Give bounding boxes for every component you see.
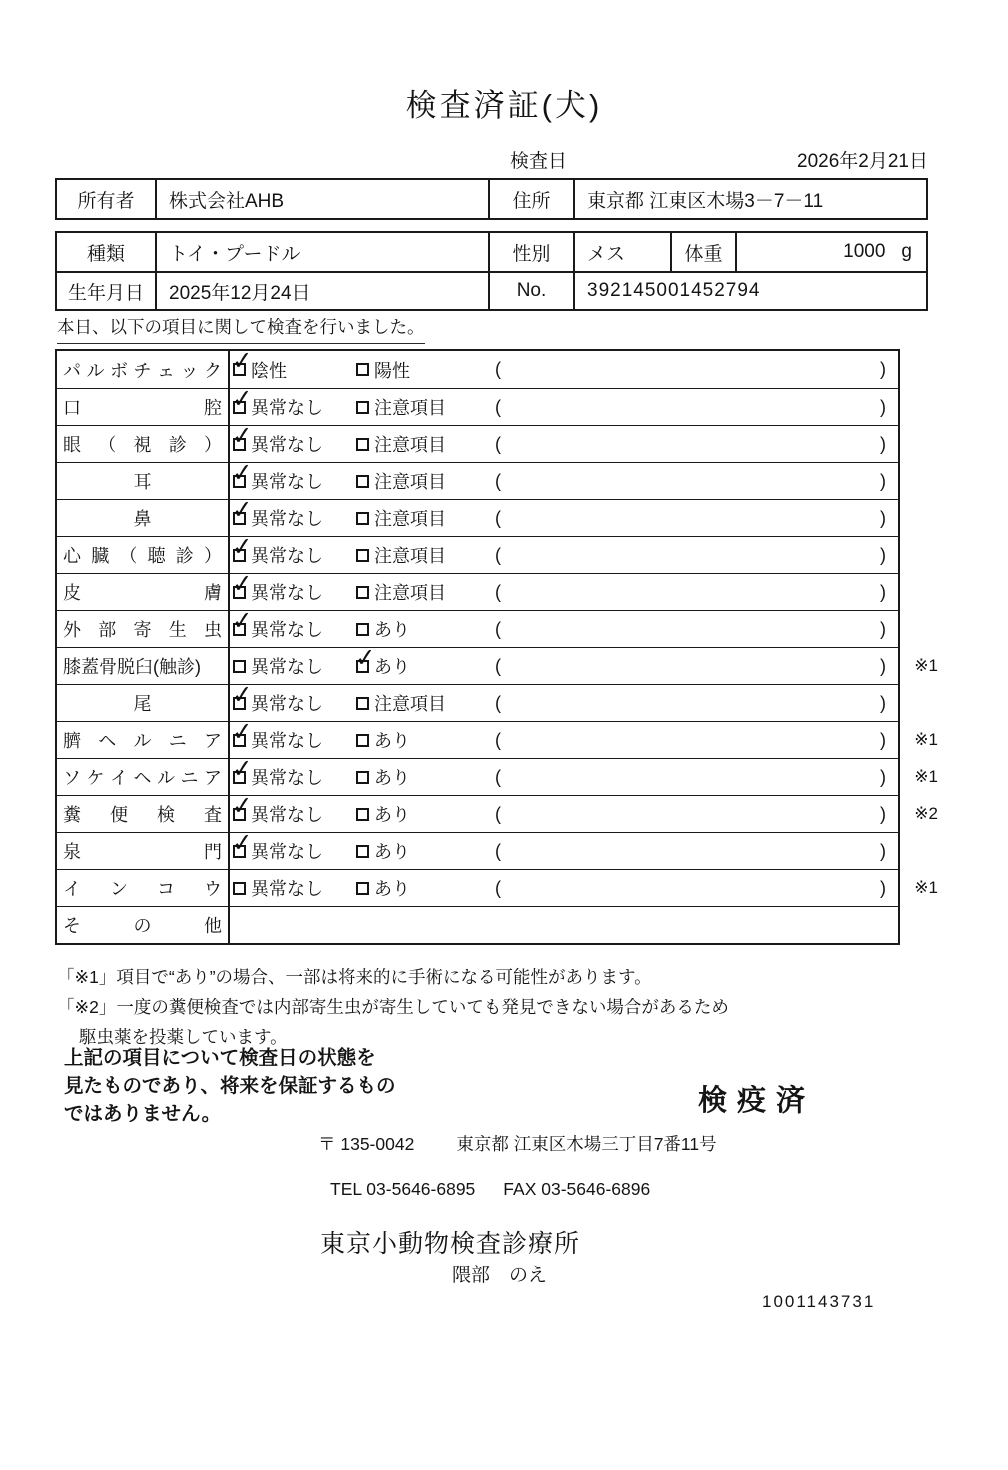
o1-label: 異常なし <box>251 731 323 751</box>
inspection-date-value: 2026年2月21日 <box>797 151 928 172</box>
breed-value: トイ・プードル <box>155 233 488 271</box>
disclaimer-line-3: ではありません。 <box>64 1103 222 1125</box>
clinic-address: 東京都 江東区木場三丁目7番11号 <box>456 1134 717 1154</box>
inspection-item-label: 尾 <box>57 685 230 721</box>
o2-label: 注意項目 <box>374 509 446 529</box>
inspection-o2 <box>356 542 495 568</box>
paren-open: ( <box>495 692 501 713</box>
o1-checkbox[interactable] <box>231 346 254 376</box>
fax-number: FAX 03-5646-6896 <box>503 1179 651 1199</box>
o1-label: 異常なし <box>251 583 323 603</box>
o2-checkbox[interactable] <box>356 808 369 821</box>
inspection-o2 <box>356 357 495 383</box>
o1-checkbox[interactable] <box>231 790 254 821</box>
inspection-o1 <box>231 457 356 494</box>
o2-checkbox[interactable] <box>356 882 369 895</box>
o2-label: 注意項目 <box>374 398 446 418</box>
inspection-date-row <box>55 146 928 173</box>
inspection-item-label: そ の 他 <box>57 907 230 943</box>
paren-close: ) <box>880 544 886 565</box>
paren-close: ) <box>880 433 886 454</box>
intro-text: 本日、以下の項目に関して検査を行いました。 <box>57 314 425 344</box>
o1-checkbox[interactable] <box>231 753 254 784</box>
inspection-o2 <box>356 764 495 790</box>
o2-label: 注意項目 <box>374 472 446 492</box>
paren-close: ) <box>880 877 886 898</box>
inspection-o2 <box>356 690 495 716</box>
inspection-row-content <box>230 383 898 425</box>
inspection-item-label: 外 部 寄 生 虫 <box>57 611 230 647</box>
inspection-row-content <box>230 790 898 832</box>
inspection-row-content <box>230 568 898 610</box>
o2-label: あり <box>374 842 410 862</box>
notes-section <box>57 962 729 1052</box>
inspection-row-content <box>230 346 898 388</box>
o2-checkbox[interactable] <box>356 623 369 636</box>
inspection-item-label: 泉 門 <box>57 833 230 869</box>
o1-label: 異常なし <box>251 509 323 529</box>
inspection-o1 <box>231 827 356 864</box>
checkmark-icon: ✓ <box>231 457 254 488</box>
checkmark-icon: ✓ <box>231 420 254 451</box>
paren-close: ) <box>880 803 886 824</box>
o1-checkbox[interactable] <box>231 457 254 488</box>
o1-checkbox[interactable] <box>231 679 254 710</box>
inspection-o1 <box>231 716 356 753</box>
checkmark-icon: ✓ <box>231 494 254 525</box>
o1-label: 陰性 <box>251 360 287 381</box>
note-mark: ※1 <box>914 656 938 675</box>
paren-open: ( <box>495 877 501 898</box>
o2-label: 陽性 <box>374 360 410 381</box>
weight-unit: g <box>901 241 912 262</box>
no-value: 392145001452794 <box>573 271 926 309</box>
paren-close: ) <box>880 359 886 379</box>
o2-label: あり <box>374 768 410 788</box>
inspection-o2 <box>356 394 495 420</box>
o1-label: 異常なし <box>251 842 323 862</box>
o2-checkbox[interactable] <box>356 734 369 747</box>
inspection-row <box>57 605 898 647</box>
o2-checkbox[interactable] <box>356 697 369 710</box>
birth-date-value: 2025年12月24日 <box>155 271 488 309</box>
inspection-item-label: 臍 ヘ ル ニ ア <box>57 722 230 758</box>
note-2-continued: 駆虫薬を投薬しています。 <box>79 1027 288 1047</box>
o2-checkbox[interactable] <box>356 586 369 599</box>
inspection-row-content <box>230 531 898 573</box>
o2-label: 注意項目 <box>374 583 446 603</box>
paren-close: ) <box>880 618 886 639</box>
o2-checkbox[interactable] <box>356 845 369 858</box>
inspection-row-content <box>230 907 898 943</box>
inspection-item-label: 皮 膚 <box>57 574 230 610</box>
inspection-item-label: 心 臓 （ 聴 診 ） <box>57 537 230 573</box>
clinic-address-row <box>318 1131 717 1156</box>
contact-row <box>330 1179 650 1200</box>
o1-label: 異常なし <box>251 620 323 640</box>
inspection-item-label: 耳 <box>57 463 230 499</box>
inspection-item-label: 膝蓋骨脱臼(触診) <box>57 648 230 684</box>
inspection-row <box>57 383 898 425</box>
paren-open: ( <box>495 840 501 861</box>
inspection-item-label: 鼻 <box>57 500 230 536</box>
o2-label: あり <box>374 657 410 677</box>
inspection-item-label: パ ル ボ チ ェ ッ ク <box>57 351 230 388</box>
o2-checkbox[interactable] <box>356 401 369 414</box>
o1-checkbox[interactable] <box>231 716 254 747</box>
o1-checkbox[interactable] <box>231 531 254 562</box>
disclaimer-line-2: 見たものであり、将来を保証するもの <box>64 1075 396 1097</box>
o1-label: 異常なし <box>251 546 323 566</box>
inspection-row-content <box>230 457 898 499</box>
o1-checkbox[interactable] <box>231 383 254 414</box>
sex-value: メス <box>573 233 670 271</box>
inspection-o1 <box>233 653 356 679</box>
inspection-o2 <box>356 431 495 457</box>
paren-open: ( <box>495 618 501 639</box>
inspection-o1 <box>231 531 356 568</box>
inspection-o1 <box>231 679 356 716</box>
note-mark: ※1 <box>914 767 938 786</box>
inspection-item-label: 糞 便 検 査 <box>57 796 230 832</box>
inspection-o2 <box>354 642 495 679</box>
o2-label: 注意項目 <box>374 546 446 566</box>
inspection-o2 <box>356 727 495 753</box>
o2-label: 注意項目 <box>374 694 446 714</box>
inspection-table <box>55 346 938 945</box>
o1-checkbox[interactable] <box>231 568 254 599</box>
o1-checkbox[interactable] <box>233 660 246 673</box>
inspection-o1 <box>231 753 356 790</box>
paren-open: ( <box>495 544 501 565</box>
o1-label: 異常なし <box>251 768 323 788</box>
sex-label: 性別 <box>488 233 573 271</box>
inspection-row <box>57 494 898 536</box>
inspection-date-label: 検査日 <box>510 151 568 172</box>
postal-code: 〒 135-0042 <box>318 1134 415 1154</box>
checkmark-icon: ✓ <box>354 642 377 673</box>
paren-open: ( <box>495 507 501 528</box>
inspection-row-content <box>230 605 898 647</box>
document-number: 1001143731 <box>762 1292 876 1311</box>
inspection-o1 <box>231 568 356 605</box>
checkmark-icon: ✓ <box>231 346 254 376</box>
owner-value: 株式会社AHB <box>155 180 488 218</box>
o1-label: 異常なし <box>251 805 323 825</box>
paren-open: ( <box>495 655 501 676</box>
paren-open: ( <box>495 470 501 491</box>
o2-checkbox[interactable] <box>356 512 369 525</box>
inspection-o2 <box>356 838 495 864</box>
o1-checkbox[interactable] <box>231 827 254 858</box>
note-mark: ※1 <box>914 878 938 897</box>
o1-label: 異常なし <box>251 398 323 418</box>
checkmark-icon: ✓ <box>231 568 254 599</box>
inspection-row <box>57 346 898 388</box>
o2-label: あり <box>374 879 410 899</box>
tel-number: TEL 03-5646-6895 <box>330 1179 476 1199</box>
inspection-row-content <box>230 716 898 758</box>
checkmark-icon: ✓ <box>231 790 254 821</box>
note-mark: ※1 <box>914 730 938 749</box>
paren-close: ) <box>880 581 886 602</box>
checkmark-icon: ✓ <box>231 753 254 784</box>
weight-cell <box>735 233 926 271</box>
inspection-o2 <box>356 616 495 642</box>
paren-open: ( <box>495 433 501 454</box>
o1-label: 異常なし <box>251 694 323 714</box>
o2-checkbox[interactable] <box>356 475 369 488</box>
o1-checkbox[interactable] <box>231 420 254 451</box>
checkmark-icon: ✓ <box>231 679 254 710</box>
o2-checkbox[interactable] <box>354 642 377 673</box>
inspection-row <box>57 531 898 573</box>
inspection-o1 <box>231 420 356 457</box>
no-label: No. <box>488 271 573 309</box>
o1-checkbox[interactable] <box>231 605 254 636</box>
paren-open: ( <box>495 803 501 824</box>
o2-label: あり <box>374 731 410 751</box>
o1-label: 異常なし <box>251 657 323 677</box>
paren-close: ) <box>880 507 886 528</box>
owner-address-label: 住所 <box>488 180 573 218</box>
paren-close: ) <box>880 692 886 713</box>
inspection-o1 <box>233 875 356 901</box>
inspection-item-label: ソ ケ イ ヘ ル ニ ア <box>57 759 230 795</box>
o2-label: 注意項目 <box>374 435 446 455</box>
inspection-o2 <box>356 579 495 605</box>
weight-label: 体重 <box>670 233 735 271</box>
o2-label: あり <box>374 620 410 640</box>
examiner-name: 隈部 のえ <box>452 1265 548 1286</box>
inspection-row <box>57 716 938 758</box>
animal-info-table <box>55 231 928 311</box>
quarantine-stamp: 検疫済 <box>698 1085 816 1117</box>
inspection-o1 <box>231 346 356 383</box>
note-2: 「※2」一度の糞便検査では内部寄生虫が寄生していても発見できない場合があるため <box>57 997 729 1017</box>
o1-label: 異常なし <box>251 435 323 455</box>
paren-close: ) <box>880 470 886 491</box>
o2-checkbox[interactable] <box>356 438 369 451</box>
inspection-item-label: イ ン コ ウ <box>57 870 230 906</box>
inspection-o1 <box>231 790 356 827</box>
inspection-o2 <box>356 801 495 827</box>
inspection-row <box>57 906 898 943</box>
note-1: 「※1」項目で“あり”の場合、一部は将来的に手術になる可能性があります。 <box>57 967 652 987</box>
inspection-row <box>57 869 938 906</box>
checkmark-icon: ✓ <box>231 716 254 747</box>
paren-open: ( <box>495 581 501 602</box>
inspection-o1 <box>231 605 356 642</box>
disclaimer-text <box>64 1044 396 1128</box>
inspection-row-content <box>230 642 898 684</box>
birth-date-label: 生年月日 <box>57 271 155 309</box>
inspection-row-content <box>230 827 898 869</box>
inspection-o2 <box>356 505 495 531</box>
inspection-o1 <box>231 383 356 420</box>
o2-checkbox[interactable] <box>356 771 369 784</box>
inspection-row <box>57 827 898 869</box>
o1-label: 異常なし <box>251 472 323 492</box>
paren-close: ) <box>880 766 886 787</box>
inspection-row-content <box>230 679 898 721</box>
inspection-o2 <box>356 875 495 901</box>
weight-value: 1000 <box>843 241 886 262</box>
owner-table <box>55 178 928 220</box>
o2-checkbox[interactable] <box>356 549 369 562</box>
checkmark-icon: ✓ <box>231 383 254 414</box>
inspection-item-label: 眼 （ 視 診 ） <box>57 426 230 462</box>
inspection-o2 <box>356 468 495 494</box>
paren-open: ( <box>495 359 501 379</box>
paren-close: ) <box>880 655 886 676</box>
checkmark-icon: ✓ <box>231 531 254 562</box>
paren-close: ) <box>880 396 886 417</box>
o1-checkbox[interactable] <box>233 882 246 895</box>
checkmark-icon: ✓ <box>231 827 254 858</box>
o1-checkbox[interactable] <box>231 494 254 525</box>
inspection-row <box>57 790 938 832</box>
document-title: 検査済証(犬) <box>405 88 603 123</box>
paren-open: ( <box>495 729 501 750</box>
o2-checkbox[interactable] <box>356 363 369 376</box>
paren-open: ( <box>495 766 501 787</box>
breed-label: 種類 <box>86 243 125 265</box>
inspection-row <box>57 420 898 462</box>
checkmark-icon: ✓ <box>231 605 254 636</box>
inspection-row <box>57 753 938 795</box>
owner-address-value: 東京都 江東区木場3－7－11 <box>573 180 926 218</box>
clinic-name: 東京小動物検査診療所 <box>320 1230 581 1258</box>
paren-close: ) <box>880 840 886 861</box>
note-mark: ※2 <box>914 804 938 823</box>
inspection-item-label: 口 腔 <box>57 389 230 425</box>
inspection-row-content <box>230 870 898 906</box>
o1-label: 異常なし <box>251 879 323 899</box>
paren-open: ( <box>495 396 501 417</box>
inspection-row-content <box>230 494 898 536</box>
inspection-row <box>57 457 898 499</box>
disclaimer-line-1: 上記の項目について検査日の状態を <box>64 1047 376 1069</box>
inspection-o1 <box>231 494 356 531</box>
o2-label: あり <box>374 805 410 825</box>
inspection-row <box>57 642 938 684</box>
inspection-row-content <box>230 753 898 795</box>
inspection-row <box>57 568 898 610</box>
paren-close: ) <box>880 729 886 750</box>
owner-label: 所有者 <box>77 190 135 212</box>
inspection-row <box>57 679 898 721</box>
inspection-row-content <box>230 420 898 462</box>
